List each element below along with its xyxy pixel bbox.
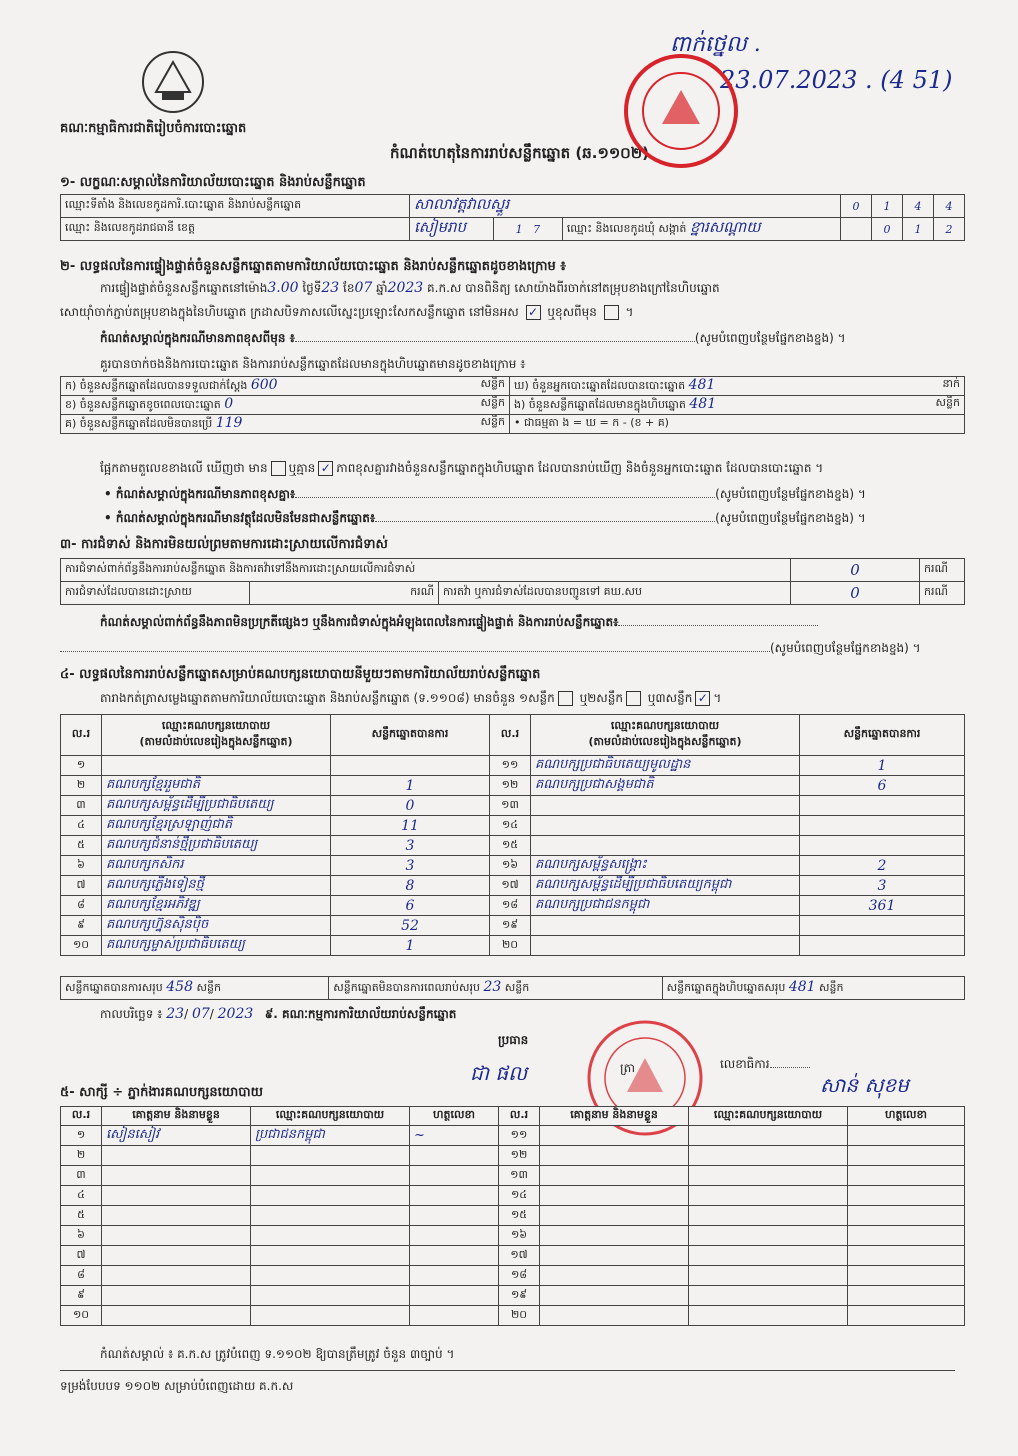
result-no: ១០ <box>61 936 102 956</box>
count-unused: គ) ចំនួនសន្លឹកឆ្នោតដែលមិនបានប្រើ 119 សន្លឹក <box>61 415 510 434</box>
verification-line: ការផ្ទៀងផ្ទាត់ចំនួនសន្លឹកឆ្នោតនៅម៉ោង3.00 ថ្ងៃទី23 ខែ07 ឆ្នាំ2023 គ.ក.ស បានពិនិត្យ សោយ៉ាងពីរចាក់នៅតម្រុបខាងក្រៅនៃហិបឆ្នោត <box>100 280 720 296</box>
witness-party <box>251 1286 410 1306</box>
nec-logo <box>138 48 208 116</box>
commune-value: ខ្នារសណ្ដាយ <box>689 218 761 236</box>
result-votes: 1 <box>331 936 490 956</box>
witness-table: ល.រ គោត្តនាម និងនាមខ្លួន ឈ្មោះគណបក្សនយោបាយ ហត្ថលេខា ល.រ គោត្តនាម និងនាមខ្លួន ឈ្មោះគណបក្សនយោបាយ ហត្ថលេខា ១ សៀនសៀវ ប្រជាជនកម្ពុជា ~ ១១ ២ ១២ ៣ ១៣ ៤ ១៤ ៥ ១៥ ៦ ១៦ ៧ ១៧ ៨ ១៨ ៩ ១៩ ១០ ២០ <box>60 1106 965 1326</box>
forwarded-label: ការតវ៉ា ឬការជំទាស់ដែលបានបញ្ជូនទៅ គឃ.សប <box>439 582 791 605</box>
witness-signature <box>848 1246 965 1266</box>
bullet-diff-note: • កំណត់សម្គាល់ក្នុងករណីមានភាពខុសគ្នា៖ (សូមបំពេញបន្ថែមផ្នែកខាងខ្នង) ។ <box>104 487 866 501</box>
witness-signature <box>848 1266 965 1286</box>
witness-row <box>61 1126 965 1146</box>
count-intro: គួរបានចាក់ចងនិងការបោះឆ្នោត និងការរាប់សន្លឹកឆ្នោតដែលមានក្នុងហិបឆ្នោតមានដូចខាងក្រោម ៖ <box>100 357 526 371</box>
count-received: ក) ចំនួនសន្លឹកឆ្នោតដែលបានទទួលជាក់ស្តែង 600 សន្លឹក <box>61 377 510 396</box>
total-valid: សន្លឹកឆ្នោតបានការសរុប 458 សន្លឹក <box>61 977 329 1000</box>
witness-no: ១១ <box>499 1126 540 1146</box>
result-no: ៥ <box>61 836 102 856</box>
witness-party <box>689 1126 848 1146</box>
result-row <box>61 756 965 776</box>
witness-party <box>689 1286 848 1306</box>
witness-signature <box>848 1146 965 1166</box>
result-votes: 1 <box>331 776 490 796</box>
witness-name <box>540 1186 689 1206</box>
location-code-2: 1 <box>872 195 903 218</box>
result-votes <box>800 836 965 856</box>
witness-no: ១២ <box>499 1146 540 1166</box>
result-no: ៦ <box>61 856 102 876</box>
result-no: ១៧ <box>490 876 531 896</box>
compare-line: ផ្អែកតាមតួលេខខាងលើ ឃើញថា មាន ឬគ្មាន ✓ ភាពខុសគ្នារវាងចំនួនសន្លឹកឆ្នោតក្នុងហិបឆ្នោត ដែលបានរាប់ឃើញ និងចំនួនអ្នកបោះឆ្នោត ដែលបានបោះឆ្នោត ។ <box>100 461 824 475</box>
witness-party <box>689 1246 848 1266</box>
witness-party <box>251 1206 410 1226</box>
secretary-label: លេខាធិការ <box>720 1056 810 1074</box>
result-party: គណបក្សម្ចាស់ប្រជាធិបតេយ្យ <box>102 936 331 956</box>
result-no: ២០ <box>490 936 531 956</box>
result-no: ៩ <box>61 916 102 936</box>
witness-party <box>251 1186 410 1206</box>
result-no: ១៨ <box>490 896 531 916</box>
no-diff-checkbox[interactable]: ✓ <box>318 461 333 476</box>
result-party: គណបក្សប្រជាធិបតេយ្យមូលដ្ឋាន <box>531 756 800 776</box>
objection-table: ការជំទាស់ពាក់ព័ន្ធនឹងការរាប់សន្លឹកឆ្នោត និងការតវ៉ាទៅនឹងការដោះស្រាយលើការជំទាស់ 0 ករណី ការជំទាស់ដែលបានដោះស្រាយ ករណី ការតវ៉ា ឬការជំទាស់ដែលបានបញ្ជូនទៅ គឃ.សប 0 ករណី <box>60 558 965 605</box>
result-votes: 3 <box>800 876 965 896</box>
result-votes: 361 <box>800 896 965 916</box>
result-party: គណបក្សខ្មែររួមជាតិ <box>102 776 331 796</box>
witness-no: ១០ <box>61 1306 102 1326</box>
result-votes: 11 <box>331 816 490 836</box>
form-title: កំណត់ហេតុនៃការរាប់សន្លឹកឆ្នោត (ឆ.១១០២) <box>390 144 650 162</box>
witness-name <box>540 1306 689 1326</box>
witness-signature: ~ <box>410 1126 499 1146</box>
resolved-label: ការជំទាស់ដែលបានដោះស្រាយ <box>61 582 250 605</box>
count-table <box>60 376 965 434</box>
commune-code-1: 0 <box>872 218 903 241</box>
witness-row <box>61 1266 965 1286</box>
handwritten-note: ពាក់ថ្នេល . <box>670 32 761 57</box>
formula: • ជាធម្មតា ង = ឃ = ក - (ខ + គ) <box>510 415 965 434</box>
result-votes: 6 <box>800 776 965 796</box>
witness-signature <box>410 1206 499 1226</box>
witness-signature <box>410 1246 499 1266</box>
result-party: គណបក្សភ្លើងទៀនថ្មី <box>102 876 331 896</box>
result-row <box>61 836 965 856</box>
diff-note-line: កំណត់សម្គាល់ក្នុងករណីមានភាពខុសពីមុន ៖ (សូមបំពេញបន្ថែមផ្នែកខាងខ្នង) ។ <box>100 331 846 345</box>
official-stamp-top <box>622 52 740 170</box>
result-no: ១១ <box>490 756 531 776</box>
witness-row <box>61 1146 965 1166</box>
witness-party <box>689 1146 848 1166</box>
result-party: គណបក្សកសិករ <box>102 856 331 876</box>
witness-row <box>61 1286 965 1306</box>
secretary-signature: សាន់ សុខម <box>820 1073 909 1097</box>
result-party <box>531 916 800 936</box>
section4-heading: ៤- លទ្ធផលនៃការរាប់សន្លឹកឆ្នោតសម្រាប់គណបក្សនយោបាយនីមួយៗតាមការិយាល័យរាប់សន្លឹកឆ្នោត <box>60 667 541 682</box>
result-row <box>61 856 965 876</box>
result-party: គណបក្សហ្វ៊ុនស៊ិនប៉ិច <box>102 916 331 936</box>
section2-heading: ២- លទ្ធផលនៃការផ្ទៀងផ្ទាត់ចំនួនសន្លឹកឆ្នោតតាមការិយាល័យបោះឆ្នោត និងរាប់សន្លឹកឆ្នោតដូចខាងក្រោម ៖ <box>60 259 566 274</box>
witness-name <box>540 1146 689 1166</box>
witness-name <box>102 1306 251 1326</box>
witness-no: ១ <box>61 1126 102 1146</box>
totals-row <box>60 976 965 1000</box>
intact-checkbox[interactable]: ✓ <box>526 305 541 320</box>
witness-row <box>61 1226 965 1246</box>
total-invalid: សន្លឹកឆ្នោតមិនបានការពេលរាប់សរុប 23 សន្លឹក <box>329 977 662 1000</box>
forwarded-count: 0 <box>791 582 920 605</box>
footnote: កំណត់សម្គាល់ ៖ គ.ក.ស ត្រូវបំពេញ ទ.១១០២ ឱ្យបានត្រឹមត្រូវ ចំនួន ៣ច្បាប់ ។ <box>100 1347 455 1361</box>
witness-name <box>102 1226 251 1246</box>
witness-no: ១៤ <box>499 1186 540 1206</box>
section5-heading: ៥- សាក្សី ÷ ភ្នាក់ងារគណបក្សនយោបាយ <box>60 1085 263 1100</box>
location-code-4: 4 <box>934 195 965 218</box>
result-row <box>61 916 965 936</box>
result-party <box>531 796 800 816</box>
witness-signature <box>410 1166 499 1186</box>
witness-name <box>540 1246 689 1266</box>
witness-no: ៤ <box>61 1186 102 1206</box>
result-party: គណបក្សសម្ព័ន្ធសង្គ្រោះ <box>531 856 800 876</box>
witness-signature <box>410 1306 499 1326</box>
result-party: គណបក្សជំនាន់ថ្មីប្រជាធិបតេយ្យ <box>102 836 331 856</box>
witness-party <box>689 1186 848 1206</box>
result-row <box>61 876 965 896</box>
result-votes: 3 <box>331 856 490 876</box>
witness-party <box>251 1246 410 1266</box>
count-voters: ឃ) ចំនួនអ្នកបោះឆ្នោតដែលបានបោះឆ្នោត 481 នាក់ <box>510 377 965 396</box>
result-votes: 52 <box>331 916 490 936</box>
result-no: ១៩ <box>490 916 531 936</box>
location-code-3: 4 <box>903 195 934 218</box>
witness-party <box>251 1146 410 1166</box>
handwritten-date: 23.07.2023 . (4 51) <box>720 66 953 94</box>
witness-no: ១៧ <box>499 1246 540 1266</box>
commune-code-2: 1 <box>903 218 934 241</box>
province-code: 1 7 <box>493 218 562 241</box>
witness-no: ២ <box>61 1146 102 1166</box>
witness-row <box>61 1306 965 1326</box>
stamp-label: ត្រា <box>620 1061 635 1075</box>
result-no: ១ <box>61 756 102 776</box>
witness-signature <box>848 1306 965 1326</box>
witness-name <box>540 1206 689 1226</box>
result-party <box>102 756 331 776</box>
result-votes: 3 <box>331 836 490 856</box>
witness-no: ៧ <box>61 1246 102 1266</box>
result-row <box>61 816 965 836</box>
witness-name <box>102 1166 251 1186</box>
witness-party <box>689 1206 848 1226</box>
bullet-object-note: • កំណត់សម្គាល់ក្នុងករណីមានវត្ថុដែលមិនមែនជាសន្លឹកឆ្នោត៖ (សូមបំពេញបន្ថែមផ្នែកខាងខ្នង) ។ <box>104 511 866 525</box>
result-no: ៧ <box>61 876 102 896</box>
results-table: ល.រ ឈ្មោះគណបក្សនយោបាយ (តាមលំដាប់លេខរៀងក្នុងសន្លឹកឆ្នោត) សន្លឹកឆ្នោតបានការ ល.រ ឈ្មោះគណបក្សនយោបាយ (តាមលំដាប់លេខរៀងក្នុងសន្លឹកឆ្នោត) សន្លឹកឆ្នោតបានការ ១ ១១ គណបក្សប្រជាធិបតេយ្យមូលដ្ឋាន 1 ២ គណបក្សខ្មែររួមជាតិ 1 ១២ គណបក្សប្រជាសង្គមជាតិ 6 ៣ គណបក្សសម្ព័ន្ធដើម្បីប្រជាធិបតេយ្យ 0 ១៣ ៤ គណបក្សខ្មែរស្រឡាញ់ជាតិ 11 ១៤ ៥ គណបក្សជំនាន់ថ្មីប្រជាធិបតេយ្យ 3 ១៥ ៦ គណបក្សកសិករ 3 ១៦ គណបក្សសម្ព័ន្ធសង្គ្រោះ 2 ៧ គណបក្សភ្លើងទៀនថ្មី 8 ១៧ គណបក្សសម្ព័ន្ធដើម្បីប្រជាធិបតេយ្យកម្ពុជា 3 ៨ គណបក្សខ្មែរអភិវឌ្ឍ 6 ១៨ គណបក្សប្រជាជនកម្ពុជា 361 ៩ គណបក្សហ្វ៊ុនស៊ិនប៉ិច 52 ១៩ ១០ គណបក្សម្ចាស់ប្រជាធិបតេយ្យ 1 ២០ <box>60 714 965 956</box>
result-votes: 8 <box>331 876 490 896</box>
witness-party <box>251 1226 410 1246</box>
result-no: ២ <box>61 776 102 796</box>
witness-party <box>251 1306 410 1326</box>
section1-table <box>60 194 965 241</box>
result-votes <box>800 796 965 816</box>
witness-name <box>540 1266 689 1286</box>
commune-label: ឈ្មោះ និងលេខកូដឃុំ សង្កាត់ ខ្នារសណ្ដាយ <box>562 218 840 241</box>
witness-signature <box>410 1226 499 1246</box>
chair-signature: ជា ផល <box>470 1061 528 1085</box>
witness-name <box>102 1206 251 1226</box>
witness-no: ១៣ <box>499 1166 540 1186</box>
witness-no: ៣ <box>61 1166 102 1186</box>
result-party: គណបក្សសម្ព័ន្ធដើម្បីប្រជាធិបតេយ្យកម្ពុជា <box>531 876 800 896</box>
three-sheet-checkbox[interactable]: ✓ <box>695 691 710 706</box>
result-row <box>61 776 965 796</box>
result-votes: 1 <box>800 756 965 776</box>
result-votes: 2 <box>800 856 965 876</box>
witness-no: ៦ <box>61 1226 102 1246</box>
witness-signature <box>848 1206 965 1226</box>
province-label: ឈ្មោះ និងលេខកូដរាជធានី ខេត្ត <box>61 218 410 241</box>
witness-name <box>102 1286 251 1306</box>
result-party <box>531 836 800 856</box>
witness-signature <box>848 1226 965 1246</box>
chair-label: ប្រធាន <box>498 1033 529 1047</box>
section1-heading: ១- លក្ខណៈសម្គាល់នៃការិយាល័យបោះឆ្នោត និងរាប់សន្លឹកឆ្នោត <box>60 175 366 190</box>
witness-party <box>689 1306 848 1326</box>
result-row <box>61 936 965 956</box>
witness-no: ៥ <box>61 1206 102 1226</box>
result-party <box>531 816 800 836</box>
witness-name <box>102 1186 251 1206</box>
result-party <box>531 936 800 956</box>
result-no: ៨ <box>61 896 102 916</box>
witness-no: ២០ <box>499 1306 540 1326</box>
one-sheet-checkbox[interactable] <box>558 691 573 706</box>
count-in-box: ង) ចំនួនសន្លឹកឆ្នោតដែលមានក្នុងហិបឆ្នោត 481 សន្លឹក <box>510 396 965 415</box>
result-party: គណបក្សប្រជាសង្គមជាតិ <box>531 776 800 796</box>
has-diff-checkbox[interactable] <box>271 461 286 476</box>
witness-no: ១៨ <box>499 1266 540 1286</box>
location-code-1: 0 <box>841 195 872 218</box>
witness-party: ប្រជាជនកម្ពុជា <box>251 1126 410 1146</box>
result-no: ១៤ <box>490 816 531 836</box>
result-party: គណបក្សខ្មែរស្រឡាញ់ជាតិ <box>102 816 331 836</box>
location-value: សាលាវត្តវាលស្នួរ <box>410 195 841 218</box>
section3-heading: ៣- ការជំទាស់ និងការមិនយល់ព្រមតាមការដោះស្រាយលើការជំទាស់ <box>60 537 388 552</box>
witness-name <box>102 1246 251 1266</box>
witness-no: ១៩ <box>499 1286 540 1306</box>
witness-no: ៩ <box>61 1286 102 1306</box>
witness-no: ១៥ <box>499 1206 540 1226</box>
witness-no: ១៦ <box>499 1226 540 1246</box>
two-sheet-checkbox[interactable] <box>626 691 641 706</box>
witness-row <box>61 1186 965 1206</box>
tally-sheet-line: តារាងកត់ត្រាសម្លេងឆ្នោតតាមការិយាល័យបោះឆ្នោត និងរាប់សន្លឹកឆ្នោត (ទ.១១០៨) មានចំនួន ១សន្លឹក ឬ២សន្លឹក ឬ៣សន្លឹក ✓ ។ <box>100 691 722 705</box>
org-name: គណៈកម្មាធិការជាតិរៀបចំការបោះឆ្នោត <box>60 121 247 136</box>
witness-name <box>540 1166 689 1186</box>
witness-name <box>540 1126 689 1146</box>
result-votes: 6 <box>331 896 490 916</box>
witness-row <box>61 1246 965 1266</box>
commune-code-3: 2 <box>934 218 965 241</box>
witness-signature <box>410 1146 499 1166</box>
result-votes <box>800 936 965 956</box>
result-no: ១៣ <box>490 796 531 816</box>
witness-signature <box>848 1186 965 1206</box>
result-party: គណបក្សសម្ព័ន្ធដើម្បីប្រជាធិបតេយ្យ <box>102 796 331 816</box>
witness-signature <box>848 1126 965 1146</box>
result-no: ៤ <box>61 816 102 836</box>
signing-date: កាលបរិច្ឆេទ ៖ 23/ 07/ 2023 ៩. គណៈកម្មការការិយាល័យរាប់សន្លឹកឆ្នោត <box>100 1006 457 1022</box>
objection-count: 0 <box>791 559 920 582</box>
objection-label: ការជំទាស់ពាក់ព័ន្ធនឹងការរាប់សន្លឹកឆ្នោត និងការតវ៉ាទៅនឹងការដោះស្រាយលើការជំទាស់ <box>61 559 791 582</box>
result-row <box>61 796 965 816</box>
result-votes <box>800 916 965 936</box>
result-party: គណបក្សប្រជាជនកម្ពុជា <box>531 896 800 916</box>
result-no: ១៥ <box>490 836 531 856</box>
witness-party <box>251 1266 410 1286</box>
witness-signature <box>410 1266 499 1286</box>
result-votes <box>800 816 965 836</box>
witness-signature <box>410 1286 499 1306</box>
location-label: ឈ្មោះទីតាំង និងលេខកូដការិ.បោះឆ្នោត និងរាប់សន្លឹកឆ្នោត <box>61 195 410 218</box>
witness-party <box>689 1266 848 1286</box>
witness-party <box>689 1226 848 1246</box>
witness-party <box>689 1166 848 1186</box>
seal-line: សោយ៉ាំចាក់ភ្ជាប់តម្រុបខាងក្នុងនៃហិបឆ្នោត ក្រដាសបិទភាសលើស្នេះប្រឡោះសែកសន្លឹកឆ្នោត នៅមិនអស ✓ ឬខុសពីមុន ។ <box>60 305 634 319</box>
witness-signature <box>848 1286 965 1306</box>
witness-name <box>102 1266 251 1286</box>
result-no: ១៦ <box>490 856 531 876</box>
party-col-header: ឈ្មោះគណបក្សនយោបាយ (តាមលំដាប់លេខរៀងក្នុងសន្លឹកឆ្នោត) <box>102 715 331 756</box>
witness-name <box>102 1146 251 1166</box>
witness-row <box>61 1206 965 1226</box>
result-party: គណបក្សខ្មែរអភិវឌ្ឍ <box>102 896 331 916</box>
result-votes <box>331 756 490 776</box>
form-footer: ទម្រង់បែបបទ ១១០២ សម្រាប់បំពេញដោយ គ.ក.ស <box>60 1379 294 1393</box>
irregularity-note: កំណត់សម្គាល់ពាក់ព័ន្ធនឹងភាពមិនប្រក្រតីផ្សេងៗ ឬនឹងការជំទាស់ក្នុងអំឡុងពេលនៃការផ្ទៀងផ្ទាត់ និងការរាប់សន្លឹកឆ្នោត៖ <box>100 614 818 632</box>
witness-party <box>251 1166 410 1186</box>
witness-row <box>61 1166 965 1186</box>
total-in-box: សន្លឹកឆ្នោតក្នុងហិបឆ្នោតសរុប 481 សន្លឹក <box>662 977 964 1000</box>
witness-signature <box>848 1166 965 1186</box>
witness-no: ៨ <box>61 1266 102 1286</box>
changed-checkbox[interactable] <box>604 305 619 320</box>
witness-name <box>540 1286 689 1306</box>
result-no: ៣ <box>61 796 102 816</box>
result-row <box>61 896 965 916</box>
result-no: ១២ <box>490 776 531 796</box>
count-spoiled: ខ) ចំនួនសន្លឹកឆ្នោតខូចពេលបោះឆ្នោត 0 សន្លឹក <box>61 396 510 415</box>
witness-name: សៀនសៀវ <box>102 1126 251 1146</box>
result-votes: 0 <box>331 796 490 816</box>
province-value: សៀមរាប <box>410 218 494 241</box>
witness-signature <box>410 1186 499 1206</box>
irregularity-note-cont: (សូមបំពេញបន្ថែមផ្នែកខាងខ្នង) ។ <box>60 640 921 658</box>
witness-name <box>540 1226 689 1246</box>
